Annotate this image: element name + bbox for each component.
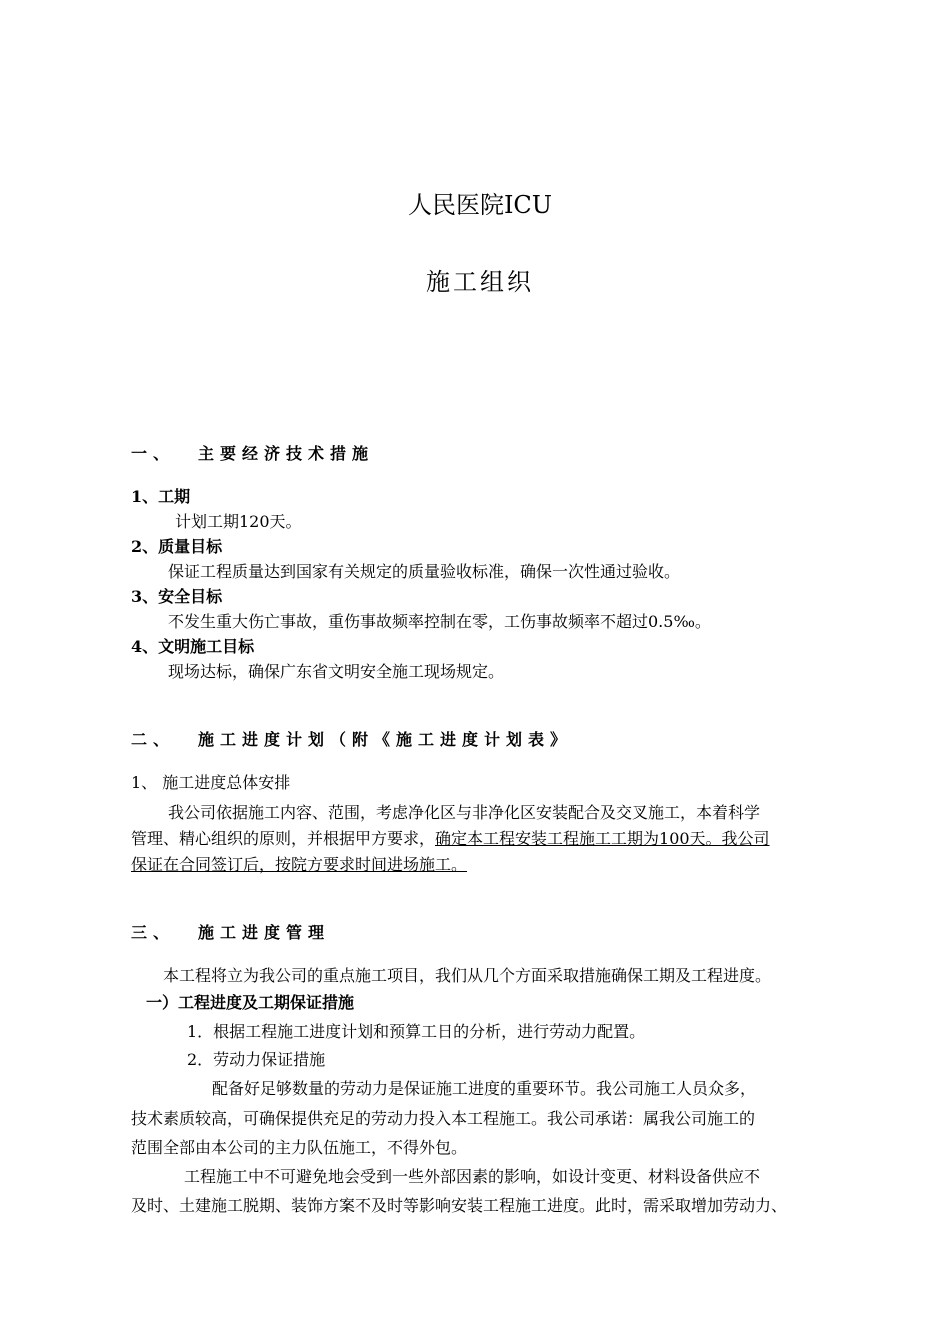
section3-para1-line3: 范围全部由本公司的主力队伍施工，不得外包。 <box>131 1138 468 1157</box>
section3-intro: 本工程将立为我公司的重点施工项目，我们从几个方面采取措施确保工期及工程进度。 <box>163 966 772 985</box>
document-subtitle: 施工组织 <box>426 268 534 296</box>
section2-para-line1: 我公司依据施工内容、范围，考虑净化区与非净化区安装配合及交叉施工，本着科学 <box>168 803 761 822</box>
section1-item3-body: 不发生重大伤亡事故，重伤事故频率控制在零，工伤事故频率不超过0.5‰。 <box>168 612 711 631</box>
section3-item2: 2．劳动力保证措施 <box>187 1050 326 1069</box>
section2-sub1: 1、 施工进度总体安排 <box>131 773 291 792</box>
section1-item1-label: 1、工期 <box>131 487 191 506</box>
section2-number: 二、 <box>131 730 176 749</box>
section1-item3-label: 3、安全目标 <box>131 587 223 606</box>
document-title: 人民医院ICU <box>407 191 553 219</box>
section1-item4-body: 现场达标，确保广东省文明安全施工现场规定。 <box>168 662 505 681</box>
section3-para1-line1: 配备好足够数量的劳动力是保证施工进度的重要环节。我公司施工人员众多， <box>212 1079 757 1098</box>
section2-para-line2-plain: 管理、精心组织的原则，并根据甲方要求， <box>131 829 436 848</box>
section3-item1: 1．根据工程施工进度计划和预算工日的分析，进行劳动力配置。 <box>187 1022 646 1041</box>
section2-heading: 施工进度计划（附《施工进度计划表》 <box>198 730 573 749</box>
section3-para1-line2: 技术素质较高，可确保提供充足的劳动力投入本工程施工。我公司承诺：属我公司施工的 <box>131 1109 756 1128</box>
section1-item2-label: 2、质量目标 <box>131 537 223 556</box>
section1-heading: 主要经济技术措施 <box>198 444 375 463</box>
section1-item1-body: 计划工期120天。 <box>175 512 302 531</box>
section3-sub1: 一）工程进度及工期保证措施 <box>146 993 355 1012</box>
section3-number: 三、 <box>131 923 176 942</box>
section1-item4-label: 4、文明施工目标 <box>131 637 255 656</box>
section2-para-line3: 保证在合同签订后，按院方要求时间进场施工。 <box>131 855 468 874</box>
section3-para2-line1: 工程施工中不可避免地会受到一些外部因素的影响，如设计变更、材料设备供应不 <box>184 1167 761 1186</box>
section2-para-line2 <box>131 826 770 849</box>
section3-para2-line2: 及时、土建施工脱期、装饰方案不及时等影响安装工程施工进度。此时，需采取增加劳动力、 <box>131 1196 788 1215</box>
section1-number: 一、 <box>131 444 176 463</box>
section3-heading: 施工进度管理 <box>198 923 331 942</box>
section2-para-line2-underlined: 确定本工程安装工程施工工期为100天。我公司 <box>435 829 770 848</box>
section1-item2-body: 保证工程质量达到国家有关规定的质量验收标准，确保一次性通过验收。 <box>168 562 681 581</box>
